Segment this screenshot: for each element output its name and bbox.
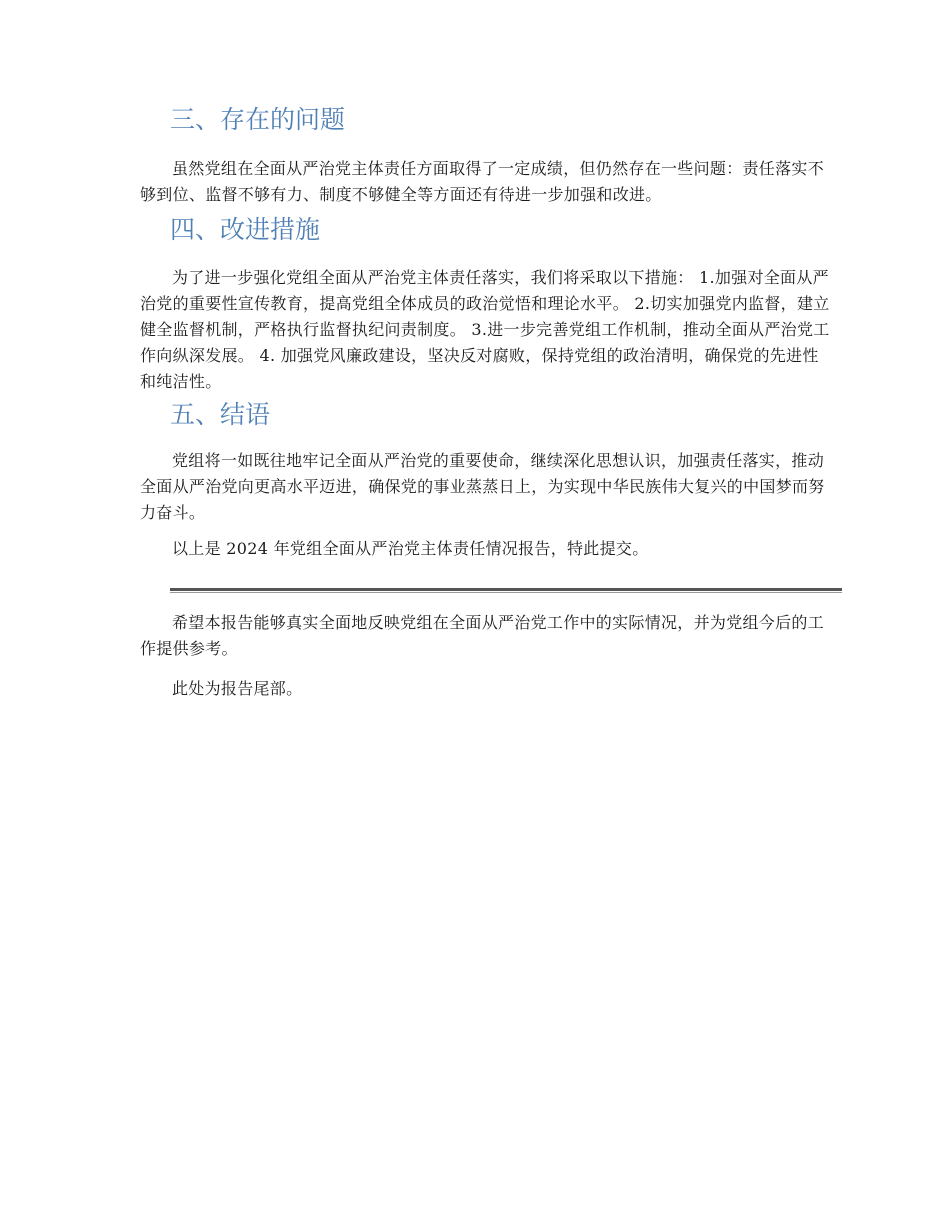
- section-body-measures: 为了进一步强化党组全面从严治党主体责任落实，我们将采取以下措施： 1.加强对全面从严治党的重要性宣传教育，提高党组全体成员的政治觉悟和理论水平。 2.切实加强党内监督，建立健全监督机制，严格执行监督执纪问责制度。 3.进一步完善党组工作机制，推动全面从严治党工作向纵深发展。 4. 加强党风廉政建设，坚决反对腐败，保持党组的政治清明，确保党的先进性和纯洁性。: [140, 268, 830, 391]
- section-body-problems: 虽然党组在全面从严治党主体责任方面取得了一定成绩，但仍然存在一些问题：责任落实不够到位、监督不够有力、制度不够健全等方面还有待进一步加强和改进。: [140, 159, 825, 204]
- closing-statement: 以上是 2024 年党组全面从严治党主体责任情况报告，特此提交。: [172, 539, 649, 558]
- horizontal-divider: [170, 588, 842, 591]
- footer-end-paragraph: 此处为报告尾部。: [172, 679, 303, 698]
- section-heading-measures: 四、改进措施: [170, 215, 321, 244]
- horizontal-divider-thin: [170, 592, 842, 593]
- section-heading-conclusion: 五、结语: [170, 400, 271, 429]
- section-body-conclusion: 党组将一如既往地牢记全面从严治党的重要使命，继续深化思想认识，加强责任落实，推动全面从严治党向更高水平迈进，确保党的事业蒸蒸日上，为实现中华民族伟大复兴的中国梦而努力奋斗。: [140, 451, 825, 522]
- section-heading-problems: 三、存在的问题: [170, 105, 346, 134]
- footer-hope-paragraph: 希望本报告能够真实全面地反映党组在全面从严治党工作中的实际情况，并为党组今后的工作提供参考。: [140, 613, 825, 658]
